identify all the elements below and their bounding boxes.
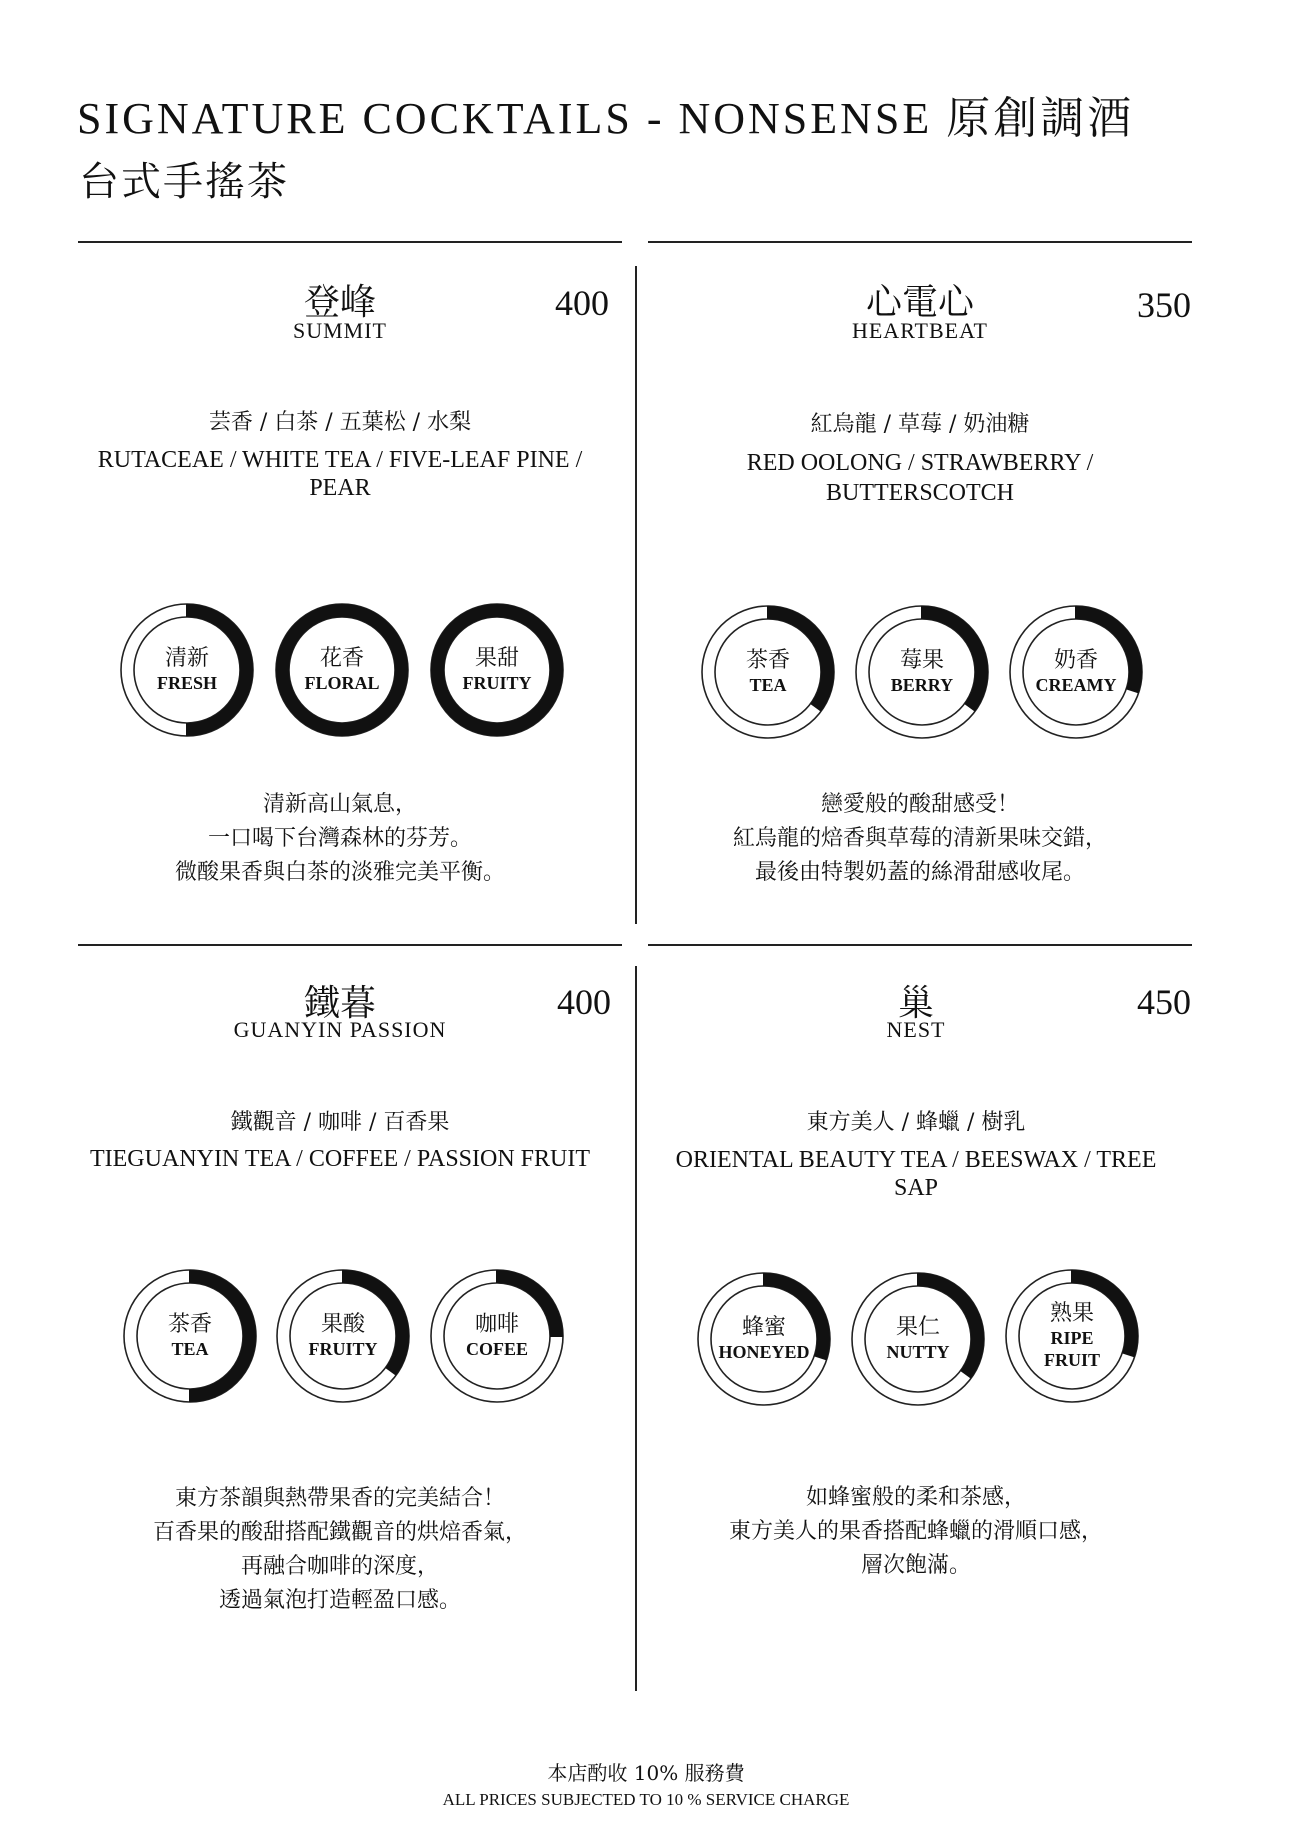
flavor-label: 熟果 RIPE FRUIT	[1043, 1301, 1100, 1370]
flavor-ring	[429, 602, 565, 738]
flavor-label: 果酸 FRUITY	[308, 1312, 378, 1359]
flavor-label: 茶香 TEA	[167, 1312, 212, 1359]
description-line: 最後由特製奶蓋的絲滑甜感收尾。	[754, 860, 1085, 885]
divider-vertical-bottom	[635, 966, 637, 1691]
divider-top-left	[78, 241, 622, 243]
flavor-ring	[119, 602, 255, 738]
cocktail-name-cn: 鐵暮	[303, 983, 376, 1024]
divider-mid-right	[648, 944, 1192, 946]
flavor-label: 奶香 CREAMY	[1035, 648, 1117, 695]
flavor-label: 咖啡 COFEE	[465, 1312, 528, 1359]
ingredients-cn: 鐵觀音 / 咖啡 / 百香果	[230, 1110, 450, 1135]
cocktail-name-en: HEARTBEAT	[851, 318, 988, 343]
description-line: 層次飽滿。	[860, 1553, 971, 1578]
flavor-label: 花香 FLORAL	[304, 646, 380, 693]
ingredients-en: TIEGUANYIN TEA / COFFEE / PASSION FRUIT	[89, 1146, 591, 1172]
description-line: 戀愛般的酸甜感受！	[820, 792, 1019, 817]
description-line: 東方茶韻與熱帶果香的完美結合！	[174, 1486, 505, 1511]
flavor-ring	[274, 602, 410, 738]
cocktail-price: 400	[555, 283, 609, 323]
cocktail-name-en: SUMMIT	[292, 318, 387, 343]
service-charge-note-en: ALL PRICES SUBJECTED TO 10 % SERVICE CHARGE	[442, 1790, 850, 1809]
ingredients-en: RUTACEAE / WHITE TEA / FIVE-LEAF PINE / PEAR	[97, 447, 583, 501]
cocktail-description	[70, 1482, 610, 1618]
flavor-ring	[429, 1268, 565, 1404]
divider-top-right	[648, 241, 1192, 243]
flavor-label: 莓果 BERRY	[890, 648, 954, 695]
service-charge-note-cn: 本店酌收 10% 服務費	[547, 1761, 745, 1785]
flavor-ring	[1008, 604, 1144, 740]
cocktail-price: 450	[1137, 982, 1191, 1022]
flavor-ring	[1004, 1268, 1140, 1404]
description-line: 透過氣泡打造輕盈口感。	[218, 1588, 461, 1613]
ingredients-cn: 芸香 / 白茶 / 五葉松 / 水梨	[208, 410, 472, 435]
flavor-ring	[275, 1268, 411, 1404]
cocktail-name-cn: 心電心	[865, 282, 974, 323]
description-line: 清新高山氣息，	[262, 792, 417, 817]
flavor-ring	[700, 604, 836, 740]
cocktail-name-en: NEST	[886, 1017, 946, 1042]
cocktail-price: 400	[557, 982, 611, 1022]
page-subtitle: 台式手搖茶	[79, 159, 289, 205]
flavor-ring	[696, 1271, 832, 1407]
description-line: 再融合咖啡的深度，	[240, 1554, 439, 1579]
cocktail-description	[646, 1481, 1186, 1583]
page-title: SIGNATURE COCKTAILS - NONSENSE 原創調酒	[77, 94, 1135, 143]
description-line: 東方美人的果香搭配蜂蠟的滑順口感，	[728, 1519, 1103, 1544]
flavor-label: 果甜 FRUITY	[462, 646, 532, 693]
cocktail-name-en: GUANYIN PASSION	[233, 1017, 447, 1042]
description-line: 一口喝下台灣森林的芬芳。	[207, 826, 472, 851]
flavor-ring	[850, 1271, 986, 1407]
ingredients-cn: 紅烏龍 / 草莓 / 奶油糖	[810, 412, 1030, 437]
description-line: 微酸果香與白茶的淡雅完美平衡。	[174, 860, 505, 885]
ingredients-en: ORIENTAL BEAUTY TEA / BEESWAX / TREE SAP	[675, 1147, 1157, 1201]
flavor-label: 茶香 TEA	[745, 648, 790, 695]
flavor-label: 蜂蜜 HONEYED	[718, 1315, 810, 1362]
divider-mid-left	[78, 944, 622, 946]
flavor-ring	[122, 1268, 258, 1404]
cocktail-name-cn: 巢	[897, 983, 934, 1024]
description-line: 百香果的酸甜搭配鐵觀音的烘焙香氣，	[152, 1520, 527, 1545]
cocktail-description	[650, 788, 1190, 890]
flavor-ring	[854, 604, 990, 740]
ingredients-cn: 東方美人 / 蜂蠟 / 樹乳	[806, 1110, 1026, 1135]
divider-vertical-top	[635, 266, 637, 924]
flavor-label: 果仁 NUTTY	[886, 1315, 950, 1362]
cocktail-description	[70, 788, 610, 890]
description-line: 如蜂蜜般的柔和茶感，	[805, 1485, 1026, 1510]
cocktail-price: 350	[1137, 285, 1191, 325]
description-line: 紅烏龍的焙香與草莓的清新果味交錯，	[732, 826, 1107, 851]
ingredients-en: RED OOLONG / STRAWBERRY / BUTTERSCOTCH	[746, 450, 1094, 506]
cocktail-name-cn: 登峰	[303, 282, 376, 323]
flavor-label: 清新 FRESH	[156, 646, 217, 693]
